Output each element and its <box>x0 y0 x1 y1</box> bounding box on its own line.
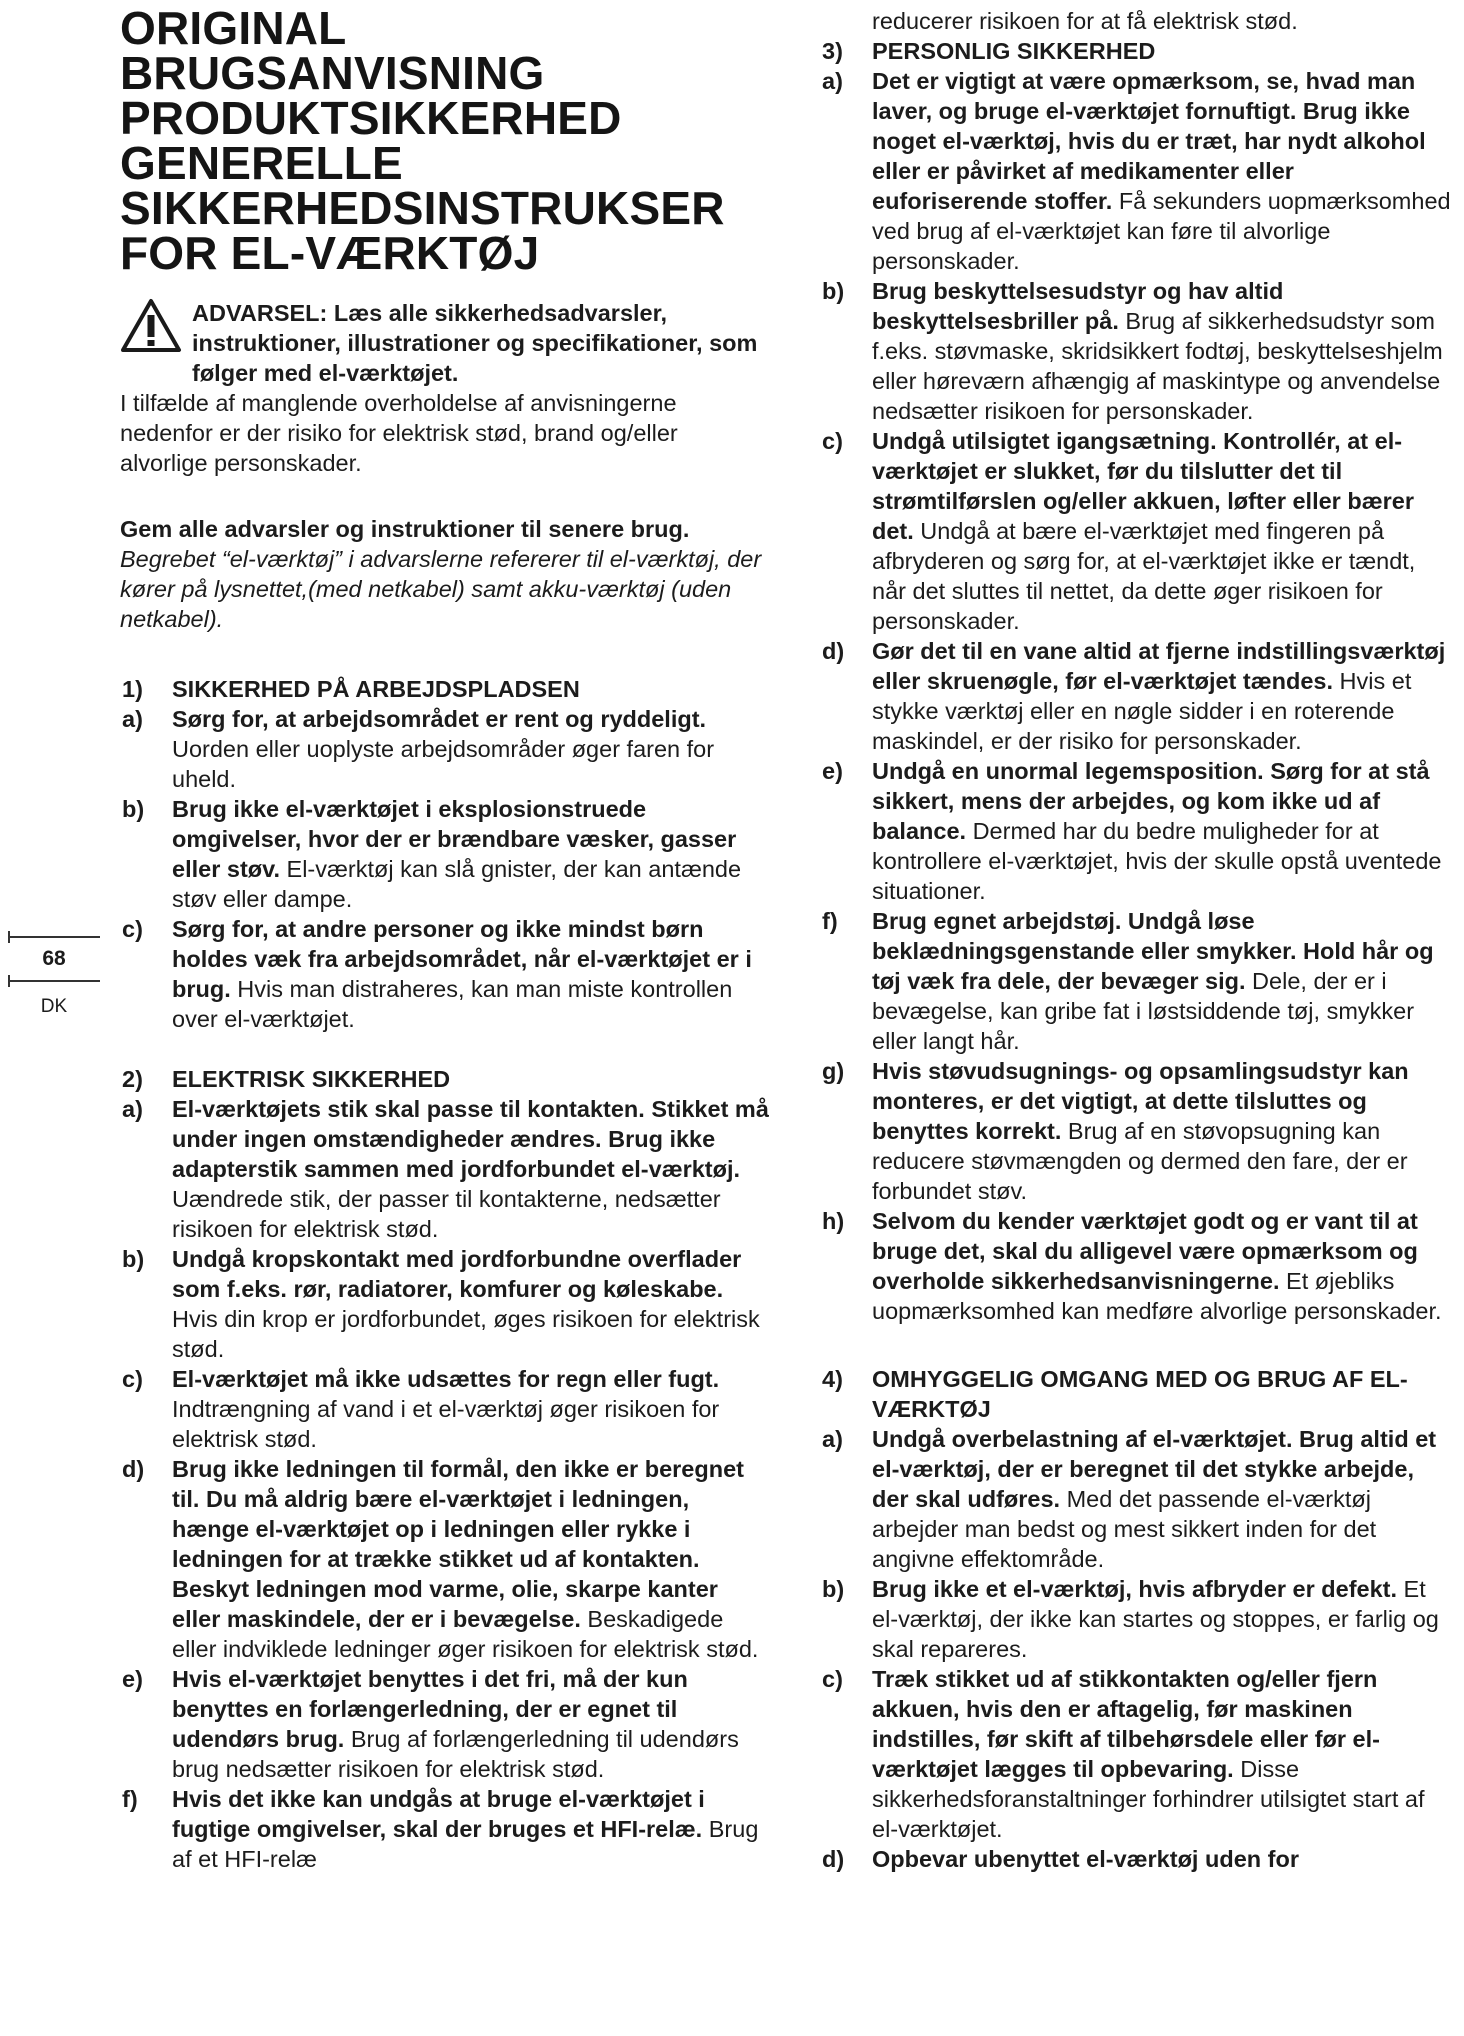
section-title: PERSONLIG SIKKERHED <box>872 38 1156 64</box>
list-item <box>820 1424 1452 1574</box>
item-text: Få sekunders uopmærksomhed ved brug af el-værktøjet kan føre til alvorlige personskader. <box>872 188 1451 274</box>
section-title: ELEKTRISK SIKKERHED <box>172 1066 451 1092</box>
item-text: Brug af sikkerhedsudstyr som f.eks. støvmaske, skridsikkert fodtøj, beskyttelseshjelm eller høreværn afhængig af maskintype og anvendelse nedsætter risikoen for personskader. <box>872 308 1443 424</box>
warning-text: I tilfælde af manglende overholdelse af anvisningerne nedenfor er der risiko for elektrisk stød, brand og/eller alvorlige personskader. <box>120 390 678 476</box>
title-line: GENERELLE <box>120 137 403 189</box>
list-item <box>120 1784 770 1874</box>
item-bold: Selvom du kender værktøjet godt og er vant til at bruge det, skal du alligevel være opmærksom og overholde sikkerhedsanvisningerne. <box>872 1208 1418 1294</box>
list-item <box>820 636 1452 756</box>
item-bold: Opbevar ubenyttet el-værktøj uden for <box>872 1846 1299 1872</box>
item-text: Hvis man distraheres, kan man miste kontrollen over el-værktøjet. <box>172 976 733 1032</box>
item-bold: Brug egnet arbejdstøj. Undgå løse beklædningsgenstande eller smykker. Hold hår og tøj væk fra dele, der bevæger sig. <box>872 908 1434 994</box>
item-text: Dele, der er i bevægelse, kan gribe fat i løstsiddende tøj, smykker eller langt hår. <box>872 968 1415 1054</box>
item-bold: Hvis el-værktøjet benyttes i det fri, må der kun benyttes en forlængerledning, der er egnet til udendørs brug. <box>172 1666 688 1752</box>
item-letter: b) <box>822 278 845 304</box>
item-text: Indtrængning af vand i et el-værktøj øger risikoen for elektrisk stød. <box>172 1396 720 1452</box>
page-number: 68 <box>42 947 66 970</box>
item-bold: Undgå en unormal legemsposition. Sørg for at stå sikkert, mens der arbejdes, og kom ikke ud af balance. <box>872 758 1430 844</box>
list-item <box>120 1664 770 1784</box>
item-bold: Hvis det ikke kan undgås at bruge el-værktøjet i fugtige omgivelser, skal der bruges et HFI-relæ. <box>172 1786 705 1842</box>
item-bold: Sørg for, at andre personer og ikke mindst børn holdes væk fra arbejdsområdet, når el-værktøjet er i brug. <box>172 916 752 1002</box>
item-text: Uorden eller uoplyste arbejdsområder øger faren for uheld. <box>172 736 715 792</box>
item-text: Et øjebliks uopmærksomhed kan medføre alvorlige personskader. <box>872 1268 1442 1324</box>
item-bold: Brug ikke et el-værktøj, hvis afbryder er defekt. <box>872 1576 1398 1602</box>
list-item <box>820 1056 1452 1206</box>
item-letter: e) <box>122 1666 143 1692</box>
list-item <box>120 1364 770 1454</box>
item-letter: c) <box>122 916 143 942</box>
title-line: FOR EL-VÆRKTØJ <box>120 227 540 279</box>
item-bold: Brug ikke ledningen til formål, den ikke er beregnet til. Du må aldrig bære el-værktøjet i ledningen, hænge el-værktøjet op i ledningen eller rykke i ledningen for at trække stikket ud af kontakten. Beskyt ledningen mod varme, olie, skarpe kanter eller maskindele, der er i bevægelse. <box>172 1456 744 1632</box>
list-item <box>820 756 1452 906</box>
page-marker <box>8 936 100 1022</box>
section-number: 1) <box>122 676 143 702</box>
item-letter: f) <box>122 1786 138 1812</box>
item-text: Dermed har du bedre muligheder for at kontrollere el-værktøjet, hvis der skulle opstå uventede situationer. <box>872 818 1442 904</box>
item-text: El-værktøj kan slå gnister, der kan antænde støv eller dampe. <box>172 856 742 912</box>
item-bold: Brug beskyttelsesudstyr og hav altid beskyttelsesbriller på. <box>872 278 1284 334</box>
list-item <box>120 704 770 794</box>
item-letter: a) <box>822 1426 843 1452</box>
item-letter: a) <box>122 706 143 732</box>
item-text: Brug af forlængerledning til udendørs brug nedsætter risikoen for elektrisk stød. <box>172 1726 739 1782</box>
item-bold: Træk stikket ud af stikkontakten og/eller fjern akkuen, hvis den er aftagelig, før maskinen indstilles, før skift af tilbehørsdele eller før el-værktøjet lægges til opbevaring. <box>872 1666 1380 1782</box>
list-item <box>820 276 1452 426</box>
warning-triangle-icon <box>120 298 182 354</box>
title-line: SIKKERHEDSINSTRUKSER <box>120 182 725 234</box>
item-bold: Undgå kropskontakt med jordforbundne overflader som f.eks. rør, radiatorer, komfurer og køleskabe. <box>172 1246 742 1302</box>
list-item <box>820 426 1452 636</box>
item-bold: Gør det til en vane altid at fjerne indstillingsværktøj eller skruenøgle, før el-værktøjet tændes. <box>872 638 1446 694</box>
list-item <box>820 906 1452 1056</box>
list-item <box>120 1094 770 1244</box>
list-item <box>820 1664 1452 1844</box>
item-letter: b) <box>822 1576 845 1602</box>
item-letter: e) <box>822 758 843 784</box>
divider <box>8 936 100 938</box>
list-item <box>120 794 770 914</box>
item-bold: Undgå utilsigtet igangsætning. Kontrollér, at el-værktøjet er slukket, før du tilslutter det til strømtilførslen og/eller akkuen, løfter eller bærer det. <box>872 428 1414 544</box>
item-letter: h) <box>822 1208 845 1234</box>
item-letter: d) <box>122 1456 145 1482</box>
save-note-bold: Gem alle advarsler og instruktioner til senere brug. <box>120 516 690 542</box>
section-4-heading <box>820 1364 1452 1424</box>
item-bold: Det er vigtigt at være opmærksom, se, hvad man laver, og bruge el-værktøjet fornuftigt. Brug ikke noget el-værktøj, hvis du er træt, har nydt alkohol eller er påvirket af medikamenter eller euforiserende stoffer. <box>872 68 1426 214</box>
item-bold: Sørg for, at arbejdsområdet er rent og ryddeligt. <box>172 706 707 732</box>
divider <box>8 980 100 982</box>
item-letter: b) <box>122 796 145 822</box>
right-column <box>820 6 1452 1874</box>
list-item <box>820 1844 1452 1874</box>
left-column <box>120 0 770 1874</box>
item-text: Undgå at bære el-værktøjet med fingeren på afbryderen og sørg for, at el-værktøjet ikke er tændt, når det sluttes til nettet, da dette øger risikoen for personskader. <box>872 518 1416 634</box>
warning-bold: ADVARSEL: Læs alle sikkerhedsadvarsler, instruktioner, illustrationer og specifikationer, som følger med el-værktøjet. <box>192 300 758 386</box>
item-text: Hvis din krop er jordforbundet, øges risikoen for elektrisk stød. <box>172 1306 760 1362</box>
title-line: ORIGINAL <box>120 2 347 54</box>
item-text: Beskadigede eller indviklede ledninger øger risikoen for elektrisk stød. <box>172 1606 759 1662</box>
continued-text: reducerer risikoen for at få elektrisk stød. <box>872 8 1298 34</box>
item-bold: Undgå overbelastning af el-værktøjet. Brug altid et el-værktøj, der er beregnet til det stykke arbejde, der skal udføres. <box>872 1426 1437 1512</box>
item-text: Uændrede stik, der passer til kontakterne, nedsætter risikoen for elektrisk stød. <box>172 1186 721 1242</box>
save-note-italic: Begrebet “el-værktøj” i advarslerne refererer til el-værktøj, der kører på lysnettet,(med netkabel) samt akku-værktøj (uden netkabel). <box>120 546 762 632</box>
item-text: Et el-værktøj, der ikke kan startes og stoppes, er farlig og skal repareres. <box>872 1576 1439 1662</box>
item-letter: c) <box>822 428 843 454</box>
title-line: BRUGSANVISNING <box>120 47 545 99</box>
list-item <box>120 914 770 1034</box>
list-item <box>820 1206 1452 1326</box>
warning-block <box>120 298 770 478</box>
item-letter: d) <box>822 638 845 664</box>
item-letter: c) <box>822 1666 843 1692</box>
section-title: SIKKERHED PÅ ARBEJDSPLADSEN <box>172 676 580 702</box>
section-3-heading <box>820 36 1452 66</box>
item-text: Disse sikkerhedsforanstaltninger forhindrer utilsigtet start af el-værktøjet. <box>872 1756 1425 1842</box>
list-item <box>820 1574 1452 1664</box>
item-letter: g) <box>822 1058 845 1084</box>
item-letter: a) <box>122 1096 143 1122</box>
list-item <box>120 1454 770 1664</box>
list-item <box>120 1244 770 1364</box>
page-title <box>120 2 770 279</box>
item-letter: d) <box>822 1846 845 1872</box>
section-2-heading <box>120 1064 770 1094</box>
section-1-heading <box>120 674 770 704</box>
item-bold: Hvis støvudsugnings- og opsamlingsudstyr kan monteres, er det vigtigt, at dette tilsluttes og benyttes korrekt. <box>872 1058 1409 1144</box>
item-text: Brug af et HFI-relæ <box>172 1816 759 1872</box>
section-number: 4) <box>822 1366 843 1392</box>
section-number: 2) <box>122 1066 143 1092</box>
item-bold: El-værktøjets stik skal passe til kontakten. Stikket må under ingen omstændigheder ændres. Brug ikke adapterstik sammen med jordforbundet el-værktøj. <box>172 1096 769 1182</box>
section-title: OMHYGGELIG OMGANG MED OG BRUG AF EL-VÆRKTØJ <box>872 1366 1408 1422</box>
item-text: Hvis et stykke værktøj eller en nøgle sidder i en roterende maskindel, er der risiko for personskader. <box>872 668 1412 754</box>
title-line: PRODUKTSIKKERHED <box>120 92 622 144</box>
item-letter: a) <box>822 68 843 94</box>
list-item <box>820 66 1452 276</box>
language-code: DK <box>40 996 68 1017</box>
item-bold: El-værktøjet må ikke udsættes for regn eller fugt. <box>172 1366 720 1392</box>
item-bold: Brug ikke el-værktøjet i eksplosionstruede omgivelser, hvor der er brændbare væsker, gasser eller støv. <box>172 796 737 882</box>
item-letter: b) <box>122 1246 145 1272</box>
item-text: Brug af en støvopsugning kan reducere støvmængden og dermed den fare, der er forbundet støv. <box>872 1118 1408 1204</box>
item-letter: c) <box>122 1366 143 1392</box>
section-number: 3) <box>822 38 843 64</box>
item-letter: f) <box>822 908 838 934</box>
item-text: Med det passende el-værktøj arbejder man bedst og mest sikkert inden for det angivne effektområde. <box>872 1486 1377 1572</box>
